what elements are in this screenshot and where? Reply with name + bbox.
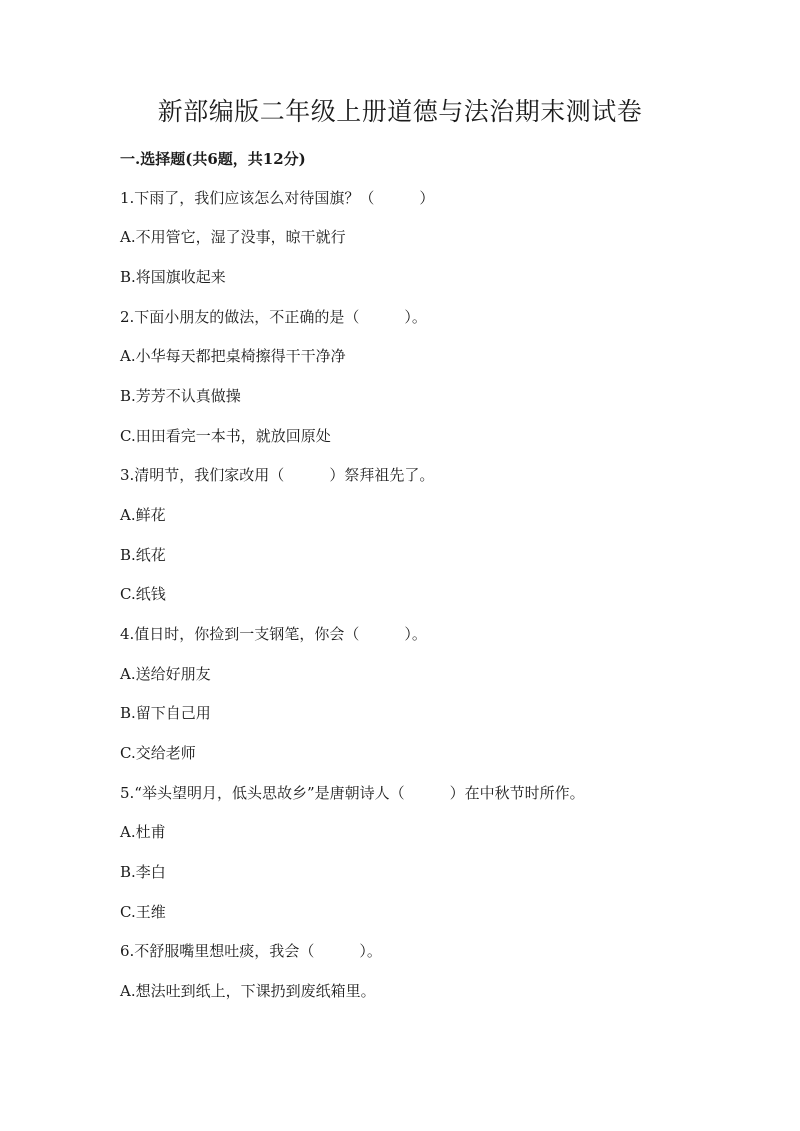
question-3-option-c: C.纸钱 — [120, 585, 166, 603]
question-5-option-c: C.王维 — [120, 903, 166, 921]
question-2-option-c: C.田田看完一本书，就放回原处 — [120, 427, 331, 445]
question-4-option-b: B.留下自己用 — [120, 704, 211, 722]
section-heading: 一.选择题(共6题，共12分) — [120, 150, 306, 168]
question-2-option-a: A.小华每天都把桌椅擦得干干净净 — [120, 347, 346, 365]
question-1-option-a: A.不用管它，湿了没事，晾干就行 — [120, 228, 346, 246]
question-3-stem: 3.清明节，我们家改用（ ）祭拜祖先了。 — [120, 466, 435, 484]
question-6-stem: 6.不舒服嘴里想吐痰，我会（ ）。 — [120, 942, 382, 960]
page-title: 新部编版二年级上册道德与法治期末测试卷 — [157, 97, 643, 126]
question-4-stem: 4.值日时，你捡到一支钢笔，你会（ ）。 — [120, 625, 427, 643]
question-6-option-a: A.想法吐到纸上，下课扔到废纸箱里。 — [120, 982, 376, 1000]
question-5-option-a: A.杜甫 — [120, 823, 166, 841]
question-4-option-c: C.交给老师 — [120, 744, 196, 762]
question-3-option-b: B.纸花 — [120, 546, 166, 564]
question-2-stem: 2.下面小朋友的做法，不正确的是（ ）。 — [120, 308, 427, 326]
question-5-option-b: B.李白 — [120, 863, 166, 881]
question-1-stem: 1.下雨了，我们应该怎么对待国旗？（ ） — [120, 189, 435, 207]
question-2-option-b: B.芳芳不认真做操 — [120, 387, 241, 405]
question-4-option-a: A.送给好朋友 — [120, 665, 211, 683]
question-3-option-a: A.鲜花 — [120, 506, 166, 524]
question-1-option-b: B.将国旗收起来 — [120, 268, 226, 286]
question-5-stem: 5.“举头望明月，低头思故乡”是唐朝诗人（ ）在中秋节时所作。 — [120, 784, 585, 802]
